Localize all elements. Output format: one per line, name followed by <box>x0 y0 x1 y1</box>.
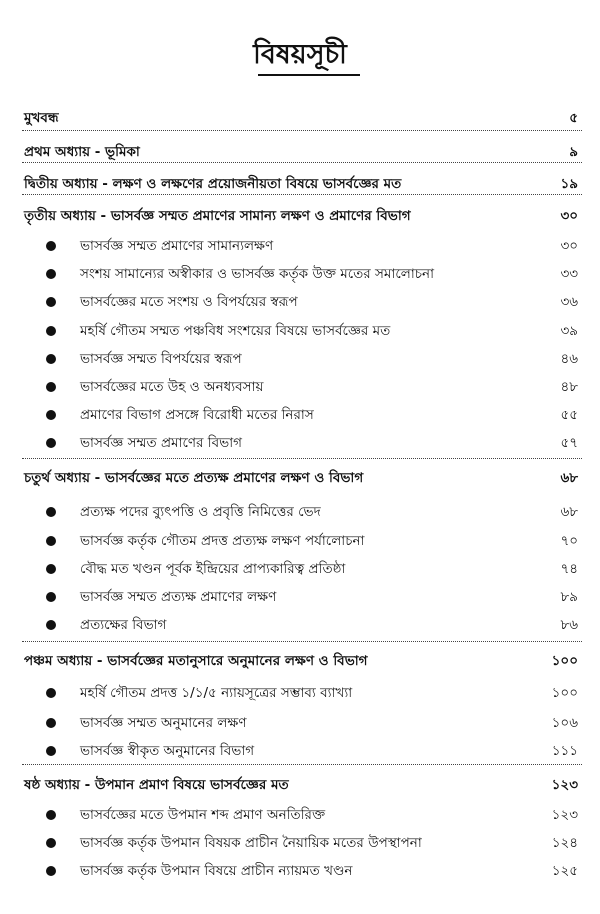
bullet-icon <box>46 297 56 307</box>
entry-title: ভাসর্বজ্ঞ কর্তৃক উপমান বিষয়ক প্রাচীন নৈয়ায়িক মতের উপস্থাপনা <box>80 835 422 851</box>
title-underline <box>258 74 360 76</box>
page-number: ১৯ <box>560 176 578 192</box>
page-number: ১০৬ <box>551 715 578 731</box>
entry-title: মুখবন্ধ <box>24 110 59 126</box>
page-number: ৩৬ <box>560 294 578 310</box>
entry-title: ষষ্ঠ অধ্যায় - উপমান প্রমাণ বিষয়ে ভাসর্বজ্ঞের মত <box>24 777 289 793</box>
page-number: ৫ <box>569 110 578 126</box>
page-number: ৪৬ <box>560 351 578 367</box>
section-entry <box>0 375 600 399</box>
entry-title: সংশয় সামান্যের অস্বীকার ও ভাসর্বজ্ঞ কর্তৃক উক্ত মতের সমালোচনা <box>80 266 434 282</box>
entry-title: তৃতীয় অধ্যায় - ভাসর্বজ্ঞ সম্মত প্রমাণের সামান্য লক্ষণ ও প্রমাণের বিভাগ <box>24 208 411 224</box>
section-entry <box>0 557 600 581</box>
entry-title: ভাসর্বজ্ঞের মতে উপমান শব্দ প্রমাণ অনতিরিক্ত <box>80 807 326 823</box>
page-number: ৮৯ <box>560 589 578 605</box>
entry-title: ভাসর্বজ্ঞ সম্মত প্রমাণের সামান্যলক্ষণ <box>80 238 274 254</box>
section-entry <box>0 529 600 553</box>
bullet-icon <box>46 241 56 251</box>
page-number: ৩০ <box>560 208 578 224</box>
section-entry <box>0 859 600 883</box>
section-entry <box>0 831 600 855</box>
entry-title: প্রমাণের বিভাগ প্রসঙ্গে বিরোধী মতের নিরাস <box>80 407 314 423</box>
bullet-icon <box>46 746 56 756</box>
section-entry <box>0 585 600 609</box>
section-entry <box>0 347 600 371</box>
bullet-icon <box>46 620 56 630</box>
entry-title: ভাসর্বজ্ঞ কর্তৃক গৌতম প্রদত্ত প্রত্যক্ষ লক্ষণ পর্যালোচনা <box>80 533 365 549</box>
section-entry <box>0 431 600 455</box>
entry-title: প্রত্যক্ষের বিভাগ <box>80 617 167 633</box>
page-number: ৭০ <box>560 533 578 549</box>
bullet-icon <box>46 564 56 574</box>
chapter-entry <box>0 172 600 196</box>
section-entry <box>0 403 600 427</box>
separator-line <box>22 764 582 765</box>
section-entry <box>0 711 600 735</box>
section-entry <box>0 290 600 314</box>
chapter-entry <box>0 140 600 164</box>
entry-title: ভাসর্বজ্ঞ কর্তৃক উপমান বিষয়ে প্রাচীন ন্যায়মত খণ্ডন <box>80 863 353 879</box>
entry-title: ভাসর্বজ্ঞ সম্মত বিপর্যয়ের স্বরূপ <box>80 351 242 367</box>
page-number: ৮৬ <box>560 617 578 633</box>
entry-title: ভাসর্বজ্ঞ সম্মত প্রমাণের বিভাগ <box>80 435 242 451</box>
chapter-entry <box>0 773 600 797</box>
page-number: ১০০ <box>551 653 578 669</box>
bullet-icon <box>46 382 56 392</box>
page-number: ৬৮ <box>560 504 578 520</box>
page-number: ৩৯ <box>560 323 578 339</box>
chapter-entry <box>0 466 600 490</box>
bullet-icon <box>46 410 56 420</box>
chapter-entry <box>0 649 600 673</box>
section-entry <box>0 500 600 524</box>
bullet-icon <box>46 438 56 448</box>
bullet-icon <box>46 592 56 602</box>
page-number: ১২৩ <box>551 807 578 823</box>
chapter-entry <box>0 106 600 130</box>
chapter-entry <box>0 204 600 228</box>
section-entry <box>0 803 600 827</box>
page-number: ৩৩ <box>560 266 578 282</box>
entry-title: চতুর্থ অধ্যায় - ভাসর্বজ্ঞের মতে প্রত্যক্ষ প্রমাণের লক্ষণ ও বিভাগ <box>24 470 364 486</box>
page-number: ১২৪ <box>551 835 578 851</box>
page-number: ৪৮ <box>560 379 578 395</box>
entry-title: ভাসর্বজ্ঞ সম্মত প্রত্যক্ষ প্রমাণের লক্ষণ <box>80 589 277 605</box>
section-entry <box>0 262 600 286</box>
bullet-icon <box>46 688 56 698</box>
bullet-icon <box>46 718 56 728</box>
bullet-icon <box>46 269 56 279</box>
entry-title: প্রথম অধ্যায় - ভূমিকা <box>24 144 140 160</box>
section-entry <box>0 319 600 343</box>
page-number: ১২৩ <box>551 777 578 793</box>
bullet-icon <box>46 866 56 876</box>
separator-line <box>22 130 582 131</box>
page-title: বিষয়সূচী <box>253 39 347 70</box>
bullet-icon <box>46 536 56 546</box>
page-number: ৭৪ <box>560 561 578 577</box>
bullet-icon <box>46 838 56 848</box>
entry-title: দ্বিতীয় অধ্যায় - লক্ষণ ও লক্ষণের প্রয়োজনীয়তা বিষয়ে ভাসর্বজ্ঞের মত <box>24 176 402 192</box>
page-number: ১০০ <box>551 685 578 701</box>
bullet-icon <box>46 507 56 517</box>
section-entry <box>0 681 600 705</box>
section-entry <box>0 613 600 637</box>
entry-title: ভাসর্বজ্ঞের মতে সংশয় ও বিপর্যয়ের স্বরূপ <box>80 294 298 310</box>
entry-title: পঞ্চম অধ্যায় - ভাসর্বজ্ঞের মতানুসারে অনুমানের লক্ষণ ও বিভাগ <box>24 653 368 669</box>
bullet-icon <box>46 810 56 820</box>
entry-title: ভাসর্বজ্ঞের মতে উহ ও অনধ্যবসায় <box>80 379 264 395</box>
entry-title: বৌদ্ধ মত খণ্ডন পূর্বক ইন্দ্রিয়ের প্রাপ্যকারিত্ব প্রতিষ্ঠা <box>80 561 346 577</box>
entry-title: ভাসর্বজ্ঞ স্বীকৃত অনুমানের বিভাগ <box>80 743 255 759</box>
page-number: ১১১ <box>551 743 578 759</box>
page-number: ১২৫ <box>551 863 578 879</box>
entry-title: প্রত্যক্ষ পদের ব্যুৎপত্তি ও প্রবৃত্তি নিমিত্তের ভেদ <box>80 504 321 520</box>
bullet-icon <box>46 326 56 336</box>
entry-title: মহর্ষি গৌতম প্রদত্ত ১/১/৫ ন্যায়সূত্রের সম্ভাব্য ব্যাখ্যা <box>80 685 353 701</box>
entry-title: মহর্ষি গৌতম সম্মত পঞ্চবিধ সংশয়ের বিষয়ে ভাসর্বজ্ঞের মত <box>80 323 391 339</box>
separator-line <box>22 458 582 459</box>
page-number: ৫৫ <box>560 407 578 423</box>
entry-title: ভাসর্বজ্ঞ সম্মত অনুমানের লক্ষণ <box>80 715 247 731</box>
separator-line <box>22 641 582 642</box>
page-number: ৫৭ <box>560 435 578 451</box>
page-number: ৯ <box>569 144 578 160</box>
section-entry <box>0 234 600 258</box>
page-number: ৬৮ <box>560 470 578 486</box>
section-entry <box>0 739 600 763</box>
page-number: ৩০ <box>560 238 578 254</box>
bullet-icon <box>46 354 56 364</box>
